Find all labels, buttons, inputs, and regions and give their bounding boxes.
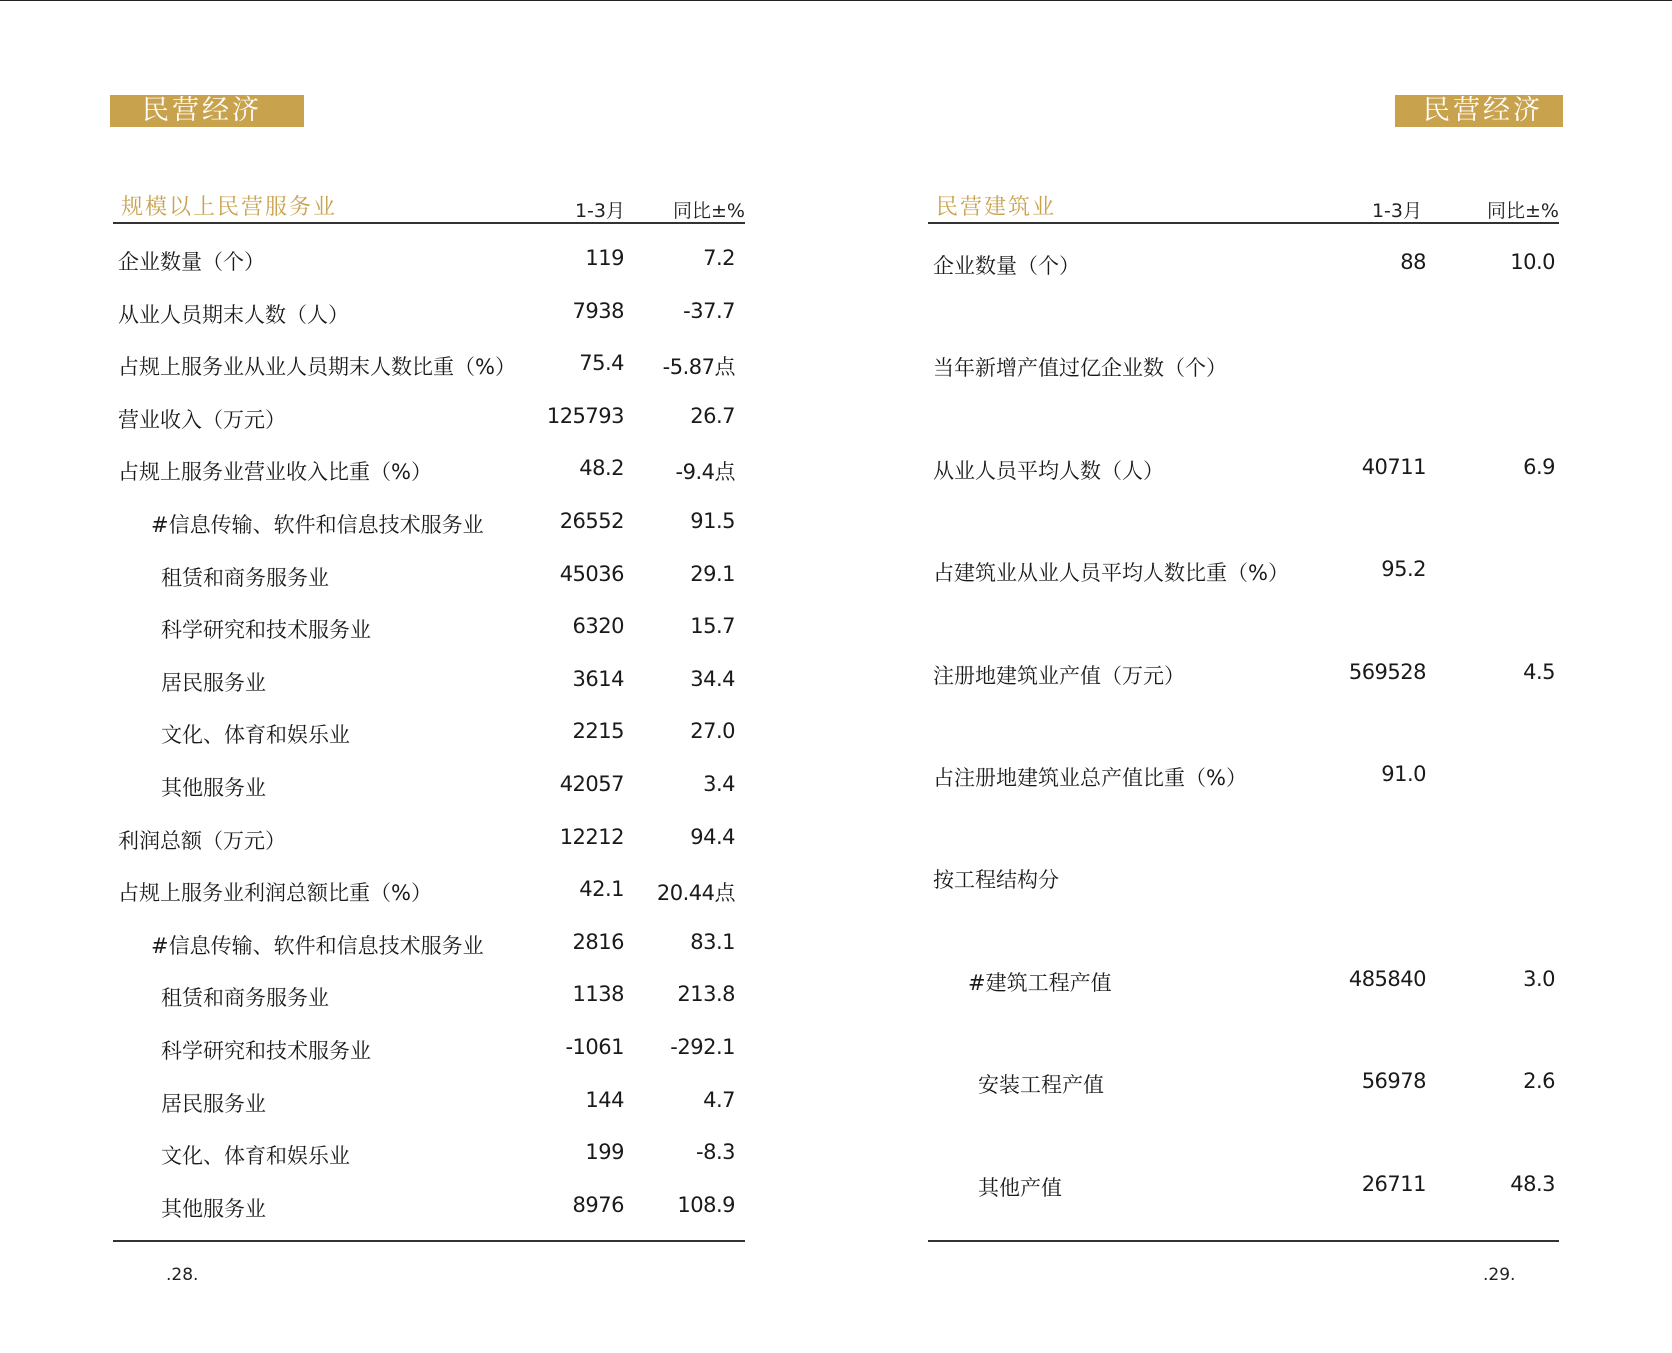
row-label: 居民服务业 — [161, 1091, 266, 1116]
row-label: 占规上服务业从业人员期末人数比重（%） — [118, 355, 516, 380]
column-header-yoy: 同比±% — [673, 200, 745, 222]
table-title: 规模以上民营服务业 — [121, 195, 338, 220]
row-label: 企业数量（个） — [118, 250, 265, 274]
row-label: 占注册地建筑业总产值比重（%） — [933, 765, 1247, 790]
column-header-yoy: 同比±% — [1487, 200, 1559, 222]
table-header — [928, 188, 1559, 224]
row-value: 2215 — [572, 719, 624, 744]
row-label: 文化、体育和娱乐业 — [161, 1144, 350, 1169]
table-row — [113, 697, 745, 750]
row-label: 科学研究和技术服务业 — [161, 618, 371, 643]
row-label: #建筑工程产值 — [968, 970, 1112, 995]
table-row — [113, 434, 745, 487]
row-label: 租赁和商务服务业 — [161, 565, 329, 590]
row-yoy: 3.0 — [1523, 966, 1555, 991]
table-row — [113, 540, 745, 593]
row-value: 26552 — [559, 508, 624, 533]
row-value: 6320 — [572, 614, 624, 639]
table-row — [113, 277, 745, 330]
table-row — [928, 429, 1559, 531]
row-label: #信息传输、软件和信息技术服务业 — [151, 512, 484, 537]
row-yoy: 10.0 — [1510, 250, 1555, 274]
row-value: 569528 — [1348, 659, 1426, 684]
row-value: 485840 — [1348, 966, 1426, 991]
row-label: 科学研究和技术服务业 — [161, 1038, 371, 1063]
row-yoy: 6.9 — [1523, 454, 1555, 479]
row-yoy: 15.7 — [690, 614, 735, 639]
row-yoy: 108.9 — [677, 1192, 735, 1217]
row-yoy: -37.7 — [683, 298, 735, 323]
section-tag-right: 民营经济 — [1395, 95, 1563, 127]
table-row — [928, 838, 1559, 940]
row-label: 其他服务业 — [161, 1196, 266, 1221]
row-label: 租赁和商务服务业 — [161, 986, 329, 1011]
row-value: 12212 — [559, 824, 624, 849]
top-border — [0, 0, 1672, 1]
table-header — [113, 188, 745, 224]
row-yoy: 94.4 — [690, 824, 735, 849]
row-yoy: -5.87点 — [662, 355, 735, 380]
row-label: #信息传输、软件和信息技术服务业 — [151, 933, 484, 958]
row-value: 91.0 — [1381, 761, 1426, 786]
row-value: 42.1 — [579, 877, 624, 902]
table-row — [113, 224, 745, 277]
table-row — [113, 1066, 745, 1119]
table-row — [113, 645, 745, 698]
row-value: 48.2 — [579, 456, 624, 481]
table-row — [928, 224, 1559, 326]
row-value: 42057 — [559, 771, 624, 796]
table-row — [928, 634, 1559, 736]
row-value: 95.2 — [1381, 557, 1426, 582]
row-value: 119 — [585, 246, 624, 270]
row-yoy: 27.0 — [690, 719, 735, 744]
column-header-period: 1-3月 — [1371, 200, 1422, 222]
table-row — [928, 1146, 1559, 1248]
row-label: 居民服务业 — [161, 670, 266, 695]
row-yoy: 7.2 — [703, 246, 735, 270]
row-label: 占规上服务业利润总额比重（%） — [118, 881, 432, 906]
table-row — [113, 487, 745, 540]
table-row — [113, 960, 745, 1013]
row-value: 125793 — [546, 403, 624, 428]
row-value: 88 — [1400, 250, 1426, 274]
row-label: 利润总额（万元） — [118, 828, 286, 853]
row-value: 8976 — [572, 1192, 624, 1217]
row-value: 40711 — [1361, 454, 1426, 479]
row-yoy: 26.7 — [690, 403, 735, 428]
row-yoy: 4.7 — [703, 1087, 735, 1112]
table-row — [113, 908, 745, 961]
row-value: 26711 — [1361, 1171, 1426, 1196]
page-number-right: .29. — [1483, 1265, 1516, 1285]
row-label: 其他产值 — [978, 1175, 1062, 1200]
row-label: 占建筑业从业人员平均人数比重（%） — [933, 561, 1289, 586]
row-yoy: 34.4 — [690, 666, 735, 691]
table-row — [928, 326, 1559, 428]
row-yoy: 213.8 — [677, 982, 735, 1007]
row-value: 2816 — [572, 929, 624, 954]
row-label: 企业数量（个） — [933, 254, 1080, 278]
row-value: -1061 — [565, 1034, 624, 1059]
row-yoy: -292.1 — [670, 1034, 735, 1059]
table-row — [113, 803, 745, 856]
row-yoy: -8.3 — [696, 1140, 735, 1165]
table-bottom-rule-left — [113, 1240, 745, 1242]
row-value: 1138 — [572, 982, 624, 1007]
table-row — [113, 855, 745, 908]
private-construction-table — [928, 188, 1559, 1248]
section-tag-left: 民营经济 — [110, 95, 304, 127]
row-yoy: 4.5 — [1523, 659, 1555, 684]
row-value: 3614 — [572, 666, 624, 691]
table-row — [113, 592, 745, 645]
row-yoy: 91.5 — [690, 508, 735, 533]
row-label: 注册地建筑业产值（万元） — [933, 663, 1185, 688]
table-row — [928, 1043, 1559, 1145]
row-value: 144 — [585, 1087, 624, 1112]
row-yoy: 3.4 — [703, 771, 735, 796]
row-yoy: 29.1 — [690, 561, 735, 586]
table-row — [928, 531, 1559, 633]
row-label: 按工程结构分 — [933, 868, 1059, 893]
row-label: 占规上服务业营业收入比重（%） — [118, 460, 432, 485]
row-label: 从业人员期末人数（人） — [118, 302, 349, 327]
table-title: 民营建筑业 — [936, 195, 1057, 220]
row-value: 7938 — [572, 298, 624, 323]
page-number-left: .28. — [166, 1265, 199, 1285]
row-yoy: 2.6 — [1523, 1069, 1555, 1094]
table-row — [113, 1013, 745, 1066]
table-row — [113, 1171, 745, 1224]
row-value: 45036 — [559, 561, 624, 586]
row-label: 从业人员平均人数（人） — [933, 458, 1164, 483]
row-yoy: 48.3 — [1510, 1171, 1555, 1196]
row-value: 75.4 — [579, 351, 624, 376]
row-yoy: -9.4点 — [675, 460, 735, 485]
table-row — [928, 941, 1559, 1043]
table-bottom-rule-right — [928, 1240, 1559, 1242]
row-value: 56978 — [1361, 1069, 1426, 1094]
table-row — [113, 750, 745, 803]
table-row — [928, 736, 1559, 838]
row-yoy: 20.44点 — [656, 881, 735, 906]
row-yoy: 83.1 — [690, 929, 735, 954]
row-label: 当年新增产值过亿企业数（个） — [933, 356, 1227, 381]
row-label: 安装工程产值 — [978, 1073, 1104, 1098]
row-label: 文化、体育和娱乐业 — [161, 723, 350, 748]
row-label: 其他服务业 — [161, 775, 266, 800]
table-row — [113, 329, 745, 382]
row-label: 营业收入（万元） — [118, 407, 286, 432]
private-services-table — [113, 188, 745, 1223]
table-row — [113, 1118, 745, 1171]
table-row — [113, 382, 745, 435]
column-header-period: 1-3月 — [574, 200, 625, 222]
row-value: 199 — [585, 1140, 624, 1165]
